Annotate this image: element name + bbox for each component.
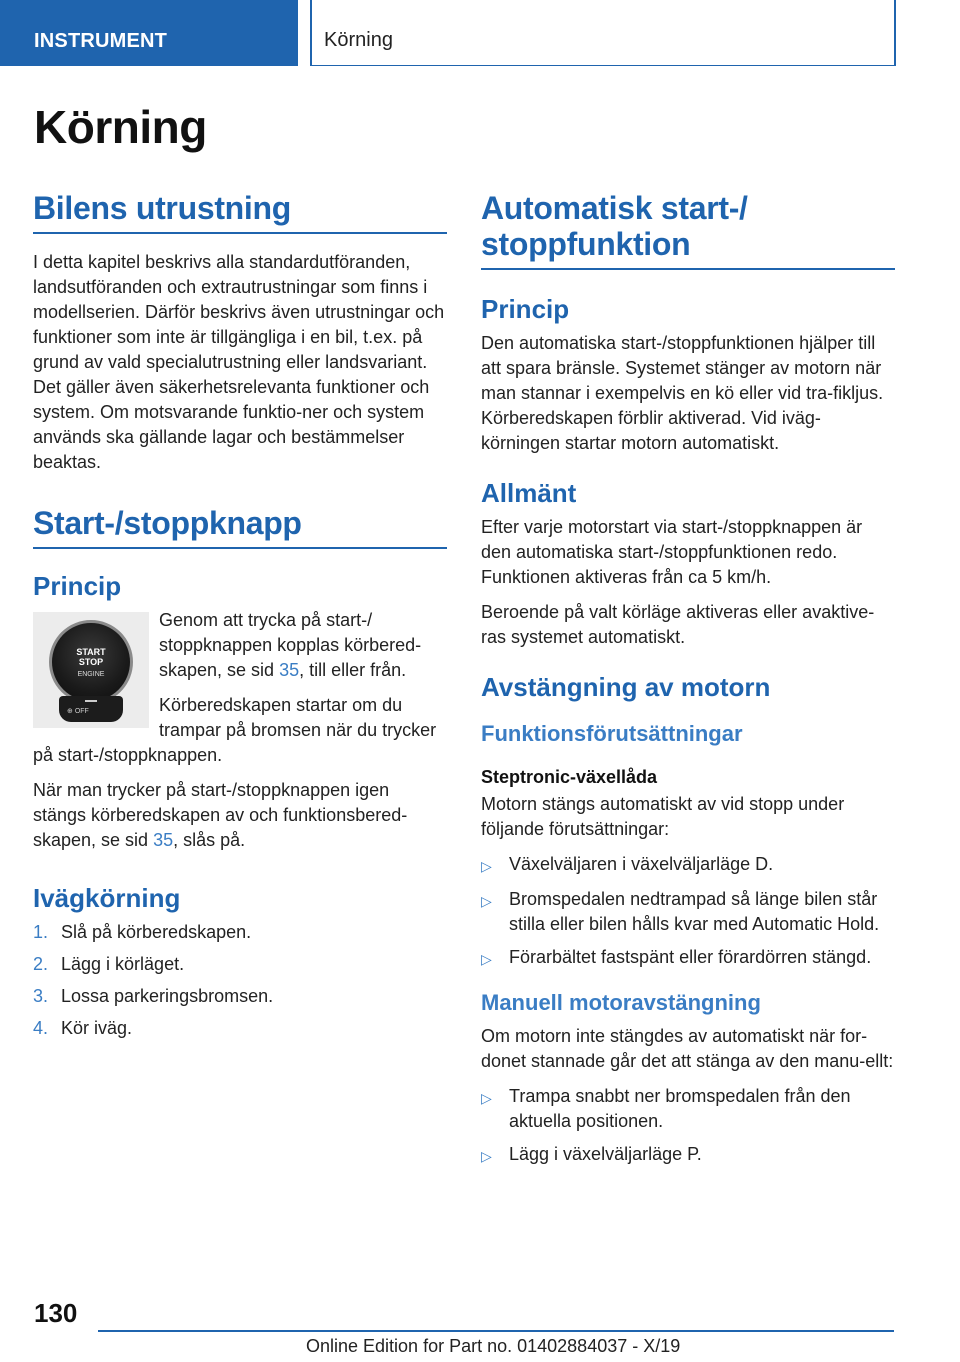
bilens-body: I detta kapitel beskrivs alla standardutföranden, landsutföranden och extrautrustningar som finns i modellserien. Därför beskrivs även utrustningar och funktioner som inte är tillgängliga i en bil, t.ex. på grund av vald specialutrustning eller landsvariant. Det gäller även säkerhetsrelevanta funktioner och system. Om motsvarande funktio-ner och system används ska gällande lagar och bestämmelser beaktas. — [33, 252, 445, 472]
page-number: 130 — [34, 1298, 78, 1328]
list-item: 1. Slå på körberedskapen. — [33, 922, 252, 942]
list-item: 4. Kör iväg. — [33, 1018, 133, 1038]
left-column — [33, 190, 447, 1048]
heading-manuell: Manuell motoravstängning — [481, 990, 761, 1015]
triangle-bullet-icon: ▷ — [481, 858, 492, 874]
start-stop-knob: START STOP ENGINE — [49, 620, 133, 704]
heading-princip-right: Princip — [481, 294, 570, 324]
chapter-title: Körning — [310, 0, 896, 66]
start-stop-button-image — [33, 612, 149, 728]
list-item: ▷ Förarbältet fastspänt eller förardörren stängd. — [481, 945, 895, 972]
princip-p2: Körberedskapen startar om du trampar på bromsen när du trycker på start-/stoppknappen. — [33, 695, 437, 765]
section-tab: INSTRUMENT — [0, 0, 298, 66]
page-header — [0, 0, 960, 66]
heading-automatisk-start-stop: Automatisk start-/ stoppfunktion — [481, 190, 895, 270]
right-column — [481, 190, 895, 1179]
page-title: Körning — [34, 101, 207, 153]
manual-steps-list — [481, 1084, 895, 1169]
page-link-35-b[interactable]: 35 — [153, 830, 174, 850]
heading-avstangning: Avstängning av motorn — [481, 672, 771, 702]
triangle-bullet-icon: ▷ — [481, 1090, 492, 1106]
heading-start-stop: Start-/stoppknapp — [33, 505, 447, 549]
heading-steptronic: Steptronic-växellåda — [481, 767, 658, 787]
avstangning-body: Motorn stängs automatiskt av vid stopp under följande förutsättningar: — [481, 794, 845, 839]
allmant-p2: Beroende på valt körläge aktiveras eller avaktive-ras systemet automatiskt. — [481, 602, 875, 647]
triangle-bullet-icon: ▷ — [481, 893, 492, 909]
princip-p1: Genom att trycka på start-/ stoppknappen kopplas körbered-skapen, se sid 35, till eller från. — [159, 610, 422, 680]
princip-right-body: Den automatiska start-/stoppfunktionen hjälper till att spara bränsle. Systemet stänger av motorn när man stannar i exempelvis en kö eller vid tra-fikljus. Körberedskapen förblir aktiverad. Vid iväg-körningen startar motorn automatiskt. — [481, 333, 884, 453]
dash-icon — [85, 700, 97, 702]
list-item: ▷ Bromspedalen nedtrampad så länge bilen står stilla eller bilen hålls kvar med Automatic Hold. — [481, 887, 895, 937]
page-link-35[interactable]: 35 — [279, 660, 300, 680]
heading-bilens-utrustning: Bilens utrustning — [33, 190, 447, 234]
heading-funktionsforutsattningar: Funktionsförutsättningar — [481, 721, 743, 746]
heading-princip-left: Princip — [33, 571, 122, 601]
edition-note: Online Edition for Part no. 01402884037 - X/19 — [306, 1336, 681, 1356]
list-item: 2. Lägg i körläget. — [33, 954, 185, 974]
steps-list — [33, 920, 447, 1041]
list-item: ▷ Trampa snabbt ner bromspedalen från den aktuella positionen. — [481, 1084, 895, 1134]
list-item: 3. Lossa parkeringsbromsen. — [33, 986, 274, 1006]
manuell-body: Om motorn inte stängdes av automatiskt när for-donet stannade går det att stänga av den manu-ellt: — [481, 1026, 894, 1071]
heading-ivagkorning: Ivägkörning — [33, 883, 181, 913]
allmant-p1: Efter varje motorstart via start-/stoppknappen är den automatiska start-/stoppfunktionen redo. Funktionen aktiveras från ca 5 km/h. — [481, 517, 863, 587]
off-label: ⊕ OFF — [67, 708, 89, 715]
princip-block — [33, 608, 447, 778]
footer-divider — [98, 1330, 894, 1332]
princip-p3: När man trycker på start-/stoppknappen igen stängs körberedskapen av och funktionsbered-skapen, se sid 35, slås på. — [33, 780, 408, 850]
conditions-list — [481, 852, 895, 972]
triangle-bullet-icon: ▷ — [481, 951, 492, 967]
triangle-bullet-icon: ▷ — [481, 1148, 492, 1164]
list-item: ▷ Lägg i växelväljarläge P. — [481, 1142, 895, 1169]
list-item: ▷ Växelväljaren i växelväljarläge D. — [481, 852, 895, 879]
heading-allmant: Allmänt — [481, 478, 577, 508]
